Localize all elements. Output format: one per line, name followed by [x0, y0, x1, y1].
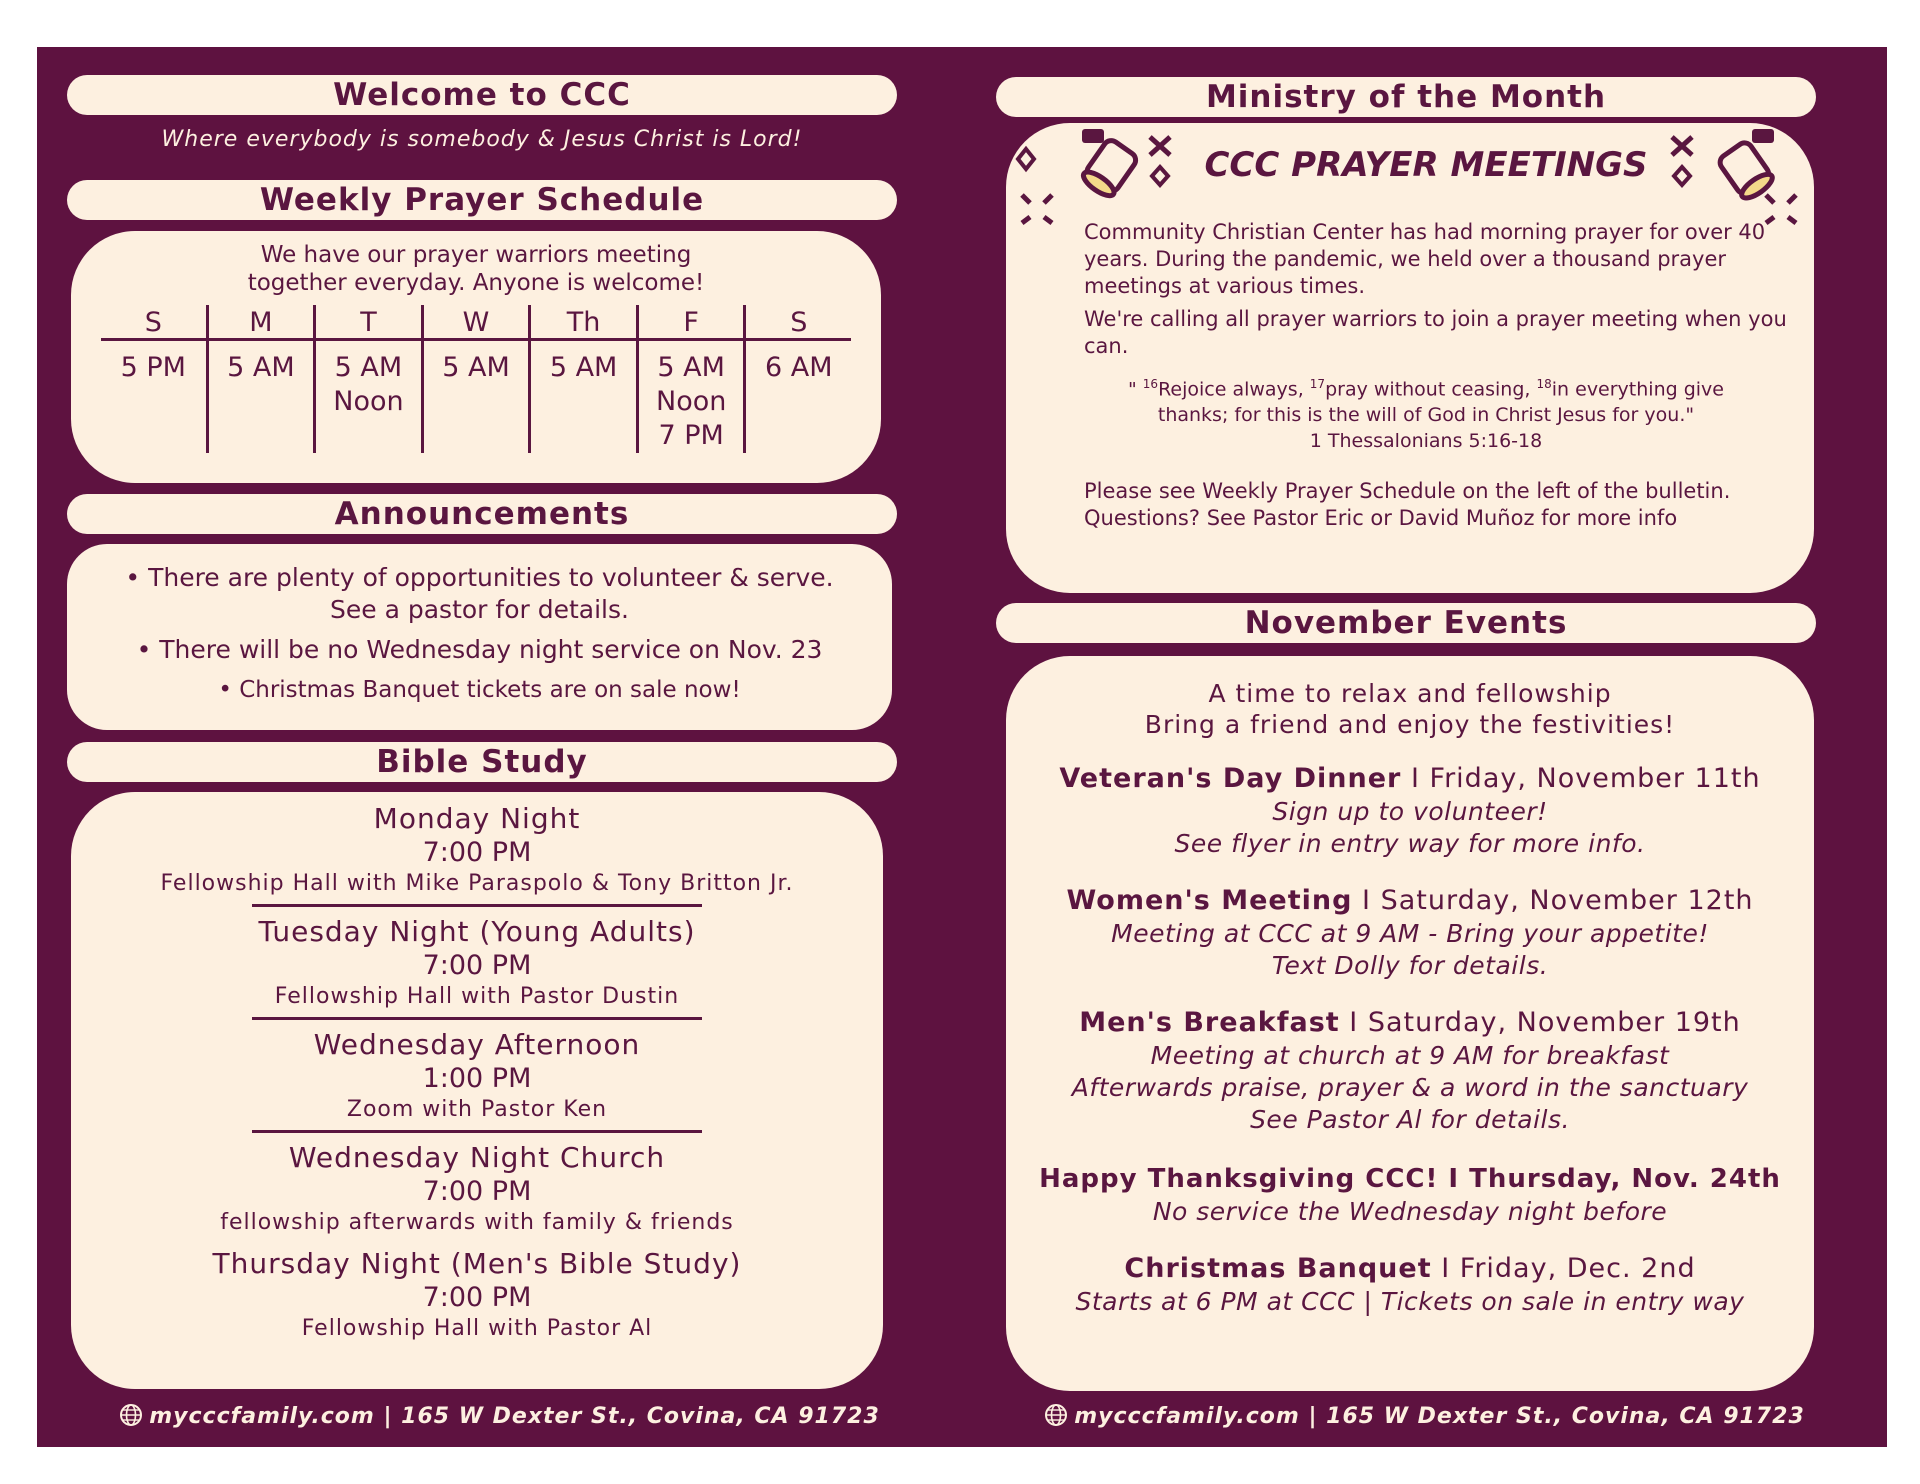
day-column: [313, 305, 421, 453]
event-heading: [1006, 1006, 1814, 1040]
day-time: 5 AM: [442, 352, 510, 383]
day-time: 5 AM: [549, 352, 618, 383]
day-column: [743, 305, 851, 453]
ministry-heading: CCC PRAYER MEETINGS: [1204, 145, 1648, 185]
day-times: [531, 341, 636, 453]
burst-icon: [1014, 189, 1060, 229]
announcements-title: Announcements: [334, 496, 630, 532]
event-item: [1006, 1162, 1814, 1228]
day-column: [206, 305, 314, 453]
verse-text: Rejoice always,: [1158, 378, 1310, 401]
events-intro-line: Bring a friend and enjoy the festivities!: [1144, 710, 1676, 739]
event-separator: I: [1339, 1007, 1368, 1038]
event-separator: I: [1431, 1253, 1460, 1284]
session-location: Zoom with Pastor Ken: [346, 1097, 608, 1122]
event-item: [1006, 1006, 1814, 1136]
verse-number: 16: [1142, 377, 1159, 391]
bible-study-panel: [71, 792, 883, 1389]
day-name: W: [424, 305, 529, 341]
day-times: [639, 341, 744, 453]
day-time: 7 PM: [658, 420, 724, 451]
welcome-banner: [67, 75, 897, 115]
session-time: 1:00 PM: [422, 1063, 532, 1094]
ministry-panel: [1006, 123, 1814, 593]
prayer-title: Weekly Prayer Schedule: [259, 182, 705, 218]
day-time: 5 AM: [657, 352, 725, 383]
event-heading: [1006, 884, 1814, 918]
day-times: [316, 341, 421, 453]
verse-reference: 1 Thessalonians 5:16-18: [1309, 430, 1543, 453]
day-time: 5 PM: [120, 352, 186, 383]
event-item: [1006, 762, 1814, 860]
ministry-line: Please see Weekly Prayer Schedule on the left of the bulletin.: [1084, 479, 1731, 503]
session-location: Fellowship Hall with Pastor Al: [301, 1316, 653, 1341]
verse-number: 18: [1536, 377, 1552, 391]
verse-quote: ": [1127, 378, 1137, 401]
event-detail: See Pastor Al for details.: [1250, 1105, 1570, 1134]
event-detail: Meeting at church at 9 AM for breakfast: [1150, 1041, 1670, 1070]
event-date: Friday, November 11th: [1429, 763, 1761, 794]
footer-address: [37, 1403, 962, 1429]
events-intro-line: A time to relax and fellowship: [1208, 679, 1612, 708]
day-name: F: [639, 305, 744, 341]
prayer-banner: [67, 180, 897, 220]
session-title: Wednesday Night Church: [288, 1141, 666, 1174]
ministry-banner: [996, 77, 1816, 117]
event-name: Women's Meeting: [1066, 885, 1353, 916]
footer-text: mycccfamily.com | 165 W Dexter St., Covina, CA 91723: [1074, 1404, 1805, 1429]
session-divider: [252, 1017, 702, 1020]
events-intro: [1006, 678, 1814, 740]
announcement-item: • There will be no Wednesday night service on Nov. 23: [136, 635, 823, 664]
session-time: 7:00 PM: [422, 1176, 532, 1207]
event-heading: [1006, 1252, 1814, 1286]
announcement-item: • Christmas Banquet tickets are on sale now!: [218, 677, 741, 703]
day-times: [101, 341, 206, 453]
day-time: 5 AM: [227, 352, 295, 383]
announcements-banner: [67, 494, 897, 534]
prayer-intro-line: together everyday. Anyone is welcome!: [247, 270, 705, 296]
event-item: [1006, 1252, 1814, 1318]
day-column: [421, 305, 529, 453]
session-location: Fellowship Hall with Pastor Dustin: [274, 984, 680, 1009]
verse-number: 17: [1309, 377, 1326, 391]
events-banner: [996, 603, 1816, 643]
bible-session: [71, 915, 883, 1011]
event-item: [1006, 884, 1814, 982]
announcement-item: See a pastor for details.: [330, 595, 629, 624]
prayer-intro-line: We have our prayer warriors meeting: [260, 242, 692, 268]
verse-line: [1076, 371, 1776, 402]
day-column: [528, 305, 636, 453]
event-heading: [1006, 762, 1814, 796]
day-times: [209, 341, 314, 453]
event-name: Christmas Banquet: [1124, 1253, 1432, 1284]
day-time: 5 AM: [334, 352, 403, 383]
spark-icon: [1006, 143, 1046, 183]
ministry-paragraph: [1084, 478, 1824, 532]
day-times: [424, 341, 529, 453]
event-date: Saturday, November 12th: [1380, 885, 1754, 916]
bible-banner: [67, 742, 897, 782]
session-title: Tuesday Night (Young Adults): [258, 915, 696, 948]
scripture-verse: [1076, 371, 1776, 454]
bible-session: [71, 1028, 883, 1124]
verse-line: thanks; for this is the will of God in Christ Jesus for you.": [1157, 404, 1695, 427]
ministry-title: Ministry of the Month: [1205, 79, 1607, 115]
ministry-paragraph: Community Christian Center has had morning prayer for over 40 years. During the pandemic, we held over a thousand prayer meetings at various times.: [1084, 220, 1766, 298]
event-detail: Sign up to volunteer!: [1272, 797, 1548, 826]
day-column: [101, 305, 206, 453]
session-time: 7:00 PM: [422, 1282, 532, 1313]
session-divider: [252, 904, 702, 907]
sparkle-icon: [1142, 131, 1178, 197]
event-separator: I: [1352, 885, 1381, 916]
day-name: Th: [531, 305, 636, 341]
bible-session: [71, 1141, 883, 1237]
bible-session: [71, 1247, 883, 1343]
event-date: Saturday, November 19th: [1367, 1007, 1741, 1038]
events-title: November Events: [1244, 605, 1568, 641]
session-location: Fellowship Hall with Mike Paraspolo & Tony Britton Jr.: [160, 871, 794, 896]
day-column: [636, 305, 744, 453]
day-name: M: [209, 305, 314, 341]
event-detail: No service the Wednesday night before: [1152, 1197, 1668, 1226]
session-time: 7:00 PM: [422, 837, 532, 868]
event-detail: Afterwards praise, prayer & a word in the sanctuary: [1071, 1073, 1749, 1102]
session-time: 7:00 PM: [422, 950, 532, 981]
prayer-days-grid: [101, 305, 851, 453]
event-detail: Starts at 6 PM at CCC | Tickets on sale in entry way: [1075, 1287, 1745, 1316]
day-time: 6 AM: [764, 352, 833, 383]
globe-icon: [119, 1403, 143, 1427]
footer-text: mycccfamily.com | 165 W Dexter St., Covina, CA 91723: [149, 1404, 880, 1429]
bulletin-sheet: [37, 47, 1887, 1447]
verse-text: in everything give: [1551, 378, 1724, 401]
footer-address: [962, 1403, 1887, 1429]
event-separator: I: [1401, 763, 1430, 794]
bible-title: Bible Study: [376, 744, 588, 780]
event-date: Friday, Dec. 2nd: [1459, 1253, 1696, 1284]
day-name: T: [316, 305, 421, 341]
day-name: S: [746, 305, 851, 341]
events-panel: [1006, 656, 1814, 1391]
ministry-paragraph: We're calling all prayer warriors to join a prayer meeting when you can.: [1084, 307, 1787, 358]
session-title: Monday Night: [373, 802, 581, 835]
prayer-schedule-panel: [71, 231, 881, 483]
announcements-panel: [67, 544, 892, 730]
event-detail: Meeting at CCC at 9 AM - Bring your appetite!: [1111, 919, 1709, 948]
bible-session: [71, 802, 883, 898]
event-detail: See flyer in entry way for more info.: [1174, 829, 1646, 858]
session-title: Thursday Night (Men's Bible Study): [212, 1247, 742, 1280]
day-name: S: [101, 305, 206, 341]
session-location: fellowship afterwards with family & friends: [220, 1210, 734, 1235]
session-title: Wednesday Afternoon: [313, 1028, 641, 1061]
globe-icon: [1044, 1403, 1068, 1427]
tagline: Where everybody is somebody & Jesus Christ is Lord!: [161, 127, 803, 152]
ministry-line: Questions? See Pastor Eric or David Muñoz for more info: [1084, 506, 1678, 530]
day-time: Noon: [656, 386, 727, 417]
prayer-intro: [71, 241, 881, 297]
welcome-title: Welcome to CCC: [333, 77, 631, 113]
day-times: [746, 341, 851, 453]
sparkle-icon: [1664, 131, 1700, 197]
session-divider: [252, 1130, 702, 1133]
event-name: Veteran's Day Dinner: [1059, 763, 1402, 794]
event-name: Men's Breakfast: [1079, 1007, 1340, 1038]
event-detail: Text Dolly for details.: [1271, 951, 1549, 980]
verse-text: pray without ceasing,: [1325, 378, 1537, 401]
thanksgiving-heading: Happy Thanksgiving CCC! I Thursday, Nov. 24th: [1039, 1164, 1781, 1194]
day-time: Noon: [333, 386, 404, 417]
announcement-item: • There are plenty of opportunities to volunteer & serve.: [125, 563, 834, 592]
